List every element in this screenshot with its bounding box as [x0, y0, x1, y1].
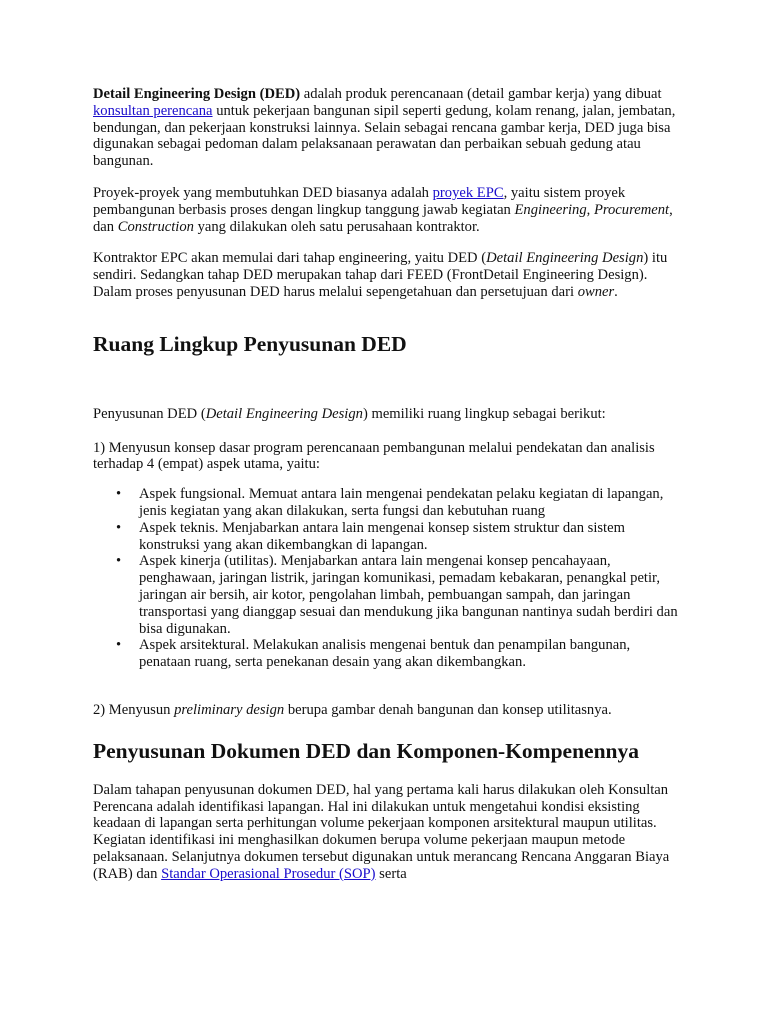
list-item-aspek-kinerja [116, 553, 678, 637]
standar-operasional-prosedur-link[interactable]: Standar Operasional Prosedur (SOP) [161, 865, 376, 882]
intro-paragraph-ded-definition [93, 86, 678, 170]
text-span: , [586, 201, 594, 218]
text-span: adalah produk perencanaan (detail gambar kerja) yang dibuat [300, 86, 662, 102]
italic-term: Procurement [593, 201, 670, 218]
list-item-aspek-arsitektural [116, 637, 678, 671]
italic-term: Engineering [514, 201, 587, 218]
article-body [93, 86, 678, 883]
text-span: Dalam tahapan penyusunan dokumen DED, hal yang pertama kali harus dilakukan oleh Konsultan Perencana adalah identifikasi lapangan. Hal ini dilakukan untuk mengetahui kondisi eksisting keadaan di lapangan serta perhitungan volume pekerjaan komponen arsitektural maupun utilitas. Kegiatan identifikasi ini menghasilkan dokumen berupa volume pekerjaan maupun metode pelaksanaan. Selanjutnya dokumen tersebut digunakan untuk merancang Rencana Anggaran Biaya (RAB) dan [93, 781, 670, 882]
bullet-icon: • [116, 519, 122, 536]
list-item-text: Aspek kinerja (utilitas). Menjabarkan antara lain mengenai konsep pencahayaan, penghawaan, jaringan listrik, jaringan komunikasi, pemadam kebakaran, penangkal petir, jaringan air bersih, air kotor, pengolahan limbah, pembuangan sampah, dan jaringan transportasi yang dianggap sesuai dan mendukung jika bangunan nantinya sudah berdiri dan bisa digunakan. [139, 553, 678, 637]
point-2-preliminary-design [93, 702, 678, 719]
heading-penyusunan-dokumen: Penyusunan Dokumen DED dan Komponen-Kompenennya [93, 738, 639, 763]
ruang-lingkup-intro [93, 406, 678, 423]
heading-ruang-lingkup: Ruang Lingkup Penyusunan DED [93, 331, 407, 356]
text-span: Kontraktor EPC akan memulai dari tahap engineering, yaitu DED ( [93, 250, 487, 267]
point-1-konsep-dasar: 1) Menyusun konsep dasar program perencanaan pembangunan melalui pendekatan dan analisis terhadap 4 (empat) aspek utama, yaitu: [93, 439, 655, 473]
text-span: ) memiliki ruang lingkup sebagai berikut: [362, 405, 606, 422]
italic-term: Construction [117, 218, 194, 235]
italic-term: Detail Engineering Design [205, 405, 363, 422]
text-span: . [614, 283, 618, 300]
list-item-text: Aspek teknis. Menjabarkan antara lain mengenai konsep sistem struktur dan sistem konstruksi yang akan dikembangkan di lapangan. [139, 519, 625, 553]
text-span: untuk pekerjaan bangunan sipil seperti gedung, kolam renang, jalan, jembatan, bendungan, dan pekerjaan konstruksi lainnya. Selain sebagai rencana gambar kerja, DED juga bisa digunakan sebagai pedoman dalam pelaksanaan perawatan dan perbaikan sebuah gedung atau bangunan. [93, 102, 676, 170]
italic-term: preliminary design [174, 701, 285, 718]
intro-paragraph-kontraktor [93, 250, 678, 300]
konsultan-perencana-link[interactable]: konsultan perencana [93, 102, 213, 119]
text-span: 2) Menyusun [93, 701, 175, 718]
text-span: yang dilakukan oleh satu perusahaan kontraktor. [193, 218, 480, 235]
list-item-aspek-teknis [116, 519, 678, 554]
bullet-icon: • [116, 553, 122, 570]
bullet-icon: • [116, 637, 122, 654]
aspek-bullet-list [93, 486, 678, 671]
list-item-text: Aspek arsitektural. Melakukan analisis mengenai bentuk dan penampilan bangunan, penataan ruang, serta penekanan desain yang akan dikembangkan. [139, 637, 631, 671]
text-span: Penyusunan DED ( [93, 405, 206, 422]
text-span: , yaitu sistem proyek pembangunan berbasis proses dengan lingkup tanggung jawab kegiatan [93, 184, 626, 218]
bullet-icon: • [116, 486, 122, 503]
text-span: ) itu sendiri. Sedangkan tahap DED merupakan tahap dari FEED (FrontDetail Engineering Design). Dalam proses penyusunan DED harus melalui sepengetahuan dan persetujuan dari [93, 250, 668, 300]
penyusunan-paragraph [93, 782, 678, 883]
proyek-epc-link[interactable]: proyek EPC [432, 184, 504, 201]
italic-term: owner [577, 283, 615, 300]
text-span: , dan [93, 201, 673, 235]
italic-term: Detail Engineering Design [486, 250, 644, 267]
text-span: berupa gambar denah bangunan dan konsep utilitasnya. [284, 701, 612, 718]
ded-term-bold: Detail Engineering Design (DED) [93, 86, 301, 102]
text-span: serta [375, 865, 407, 882]
list-item-text: Aspek fungsional. Memuat antara lain mengenai pendekatan pelaku kegiatan di lapangan, jenis kegiatan yang akan dilakukan, serta fungsi dan kebutuhan ruang [139, 486, 664, 519]
list-item-aspek-fungsional [116, 486, 678, 520]
intro-paragraph-epc [93, 185, 678, 235]
text-span: Proyek-proyek yang membutuhkan DED biasanya adalah [93, 184, 433, 201]
